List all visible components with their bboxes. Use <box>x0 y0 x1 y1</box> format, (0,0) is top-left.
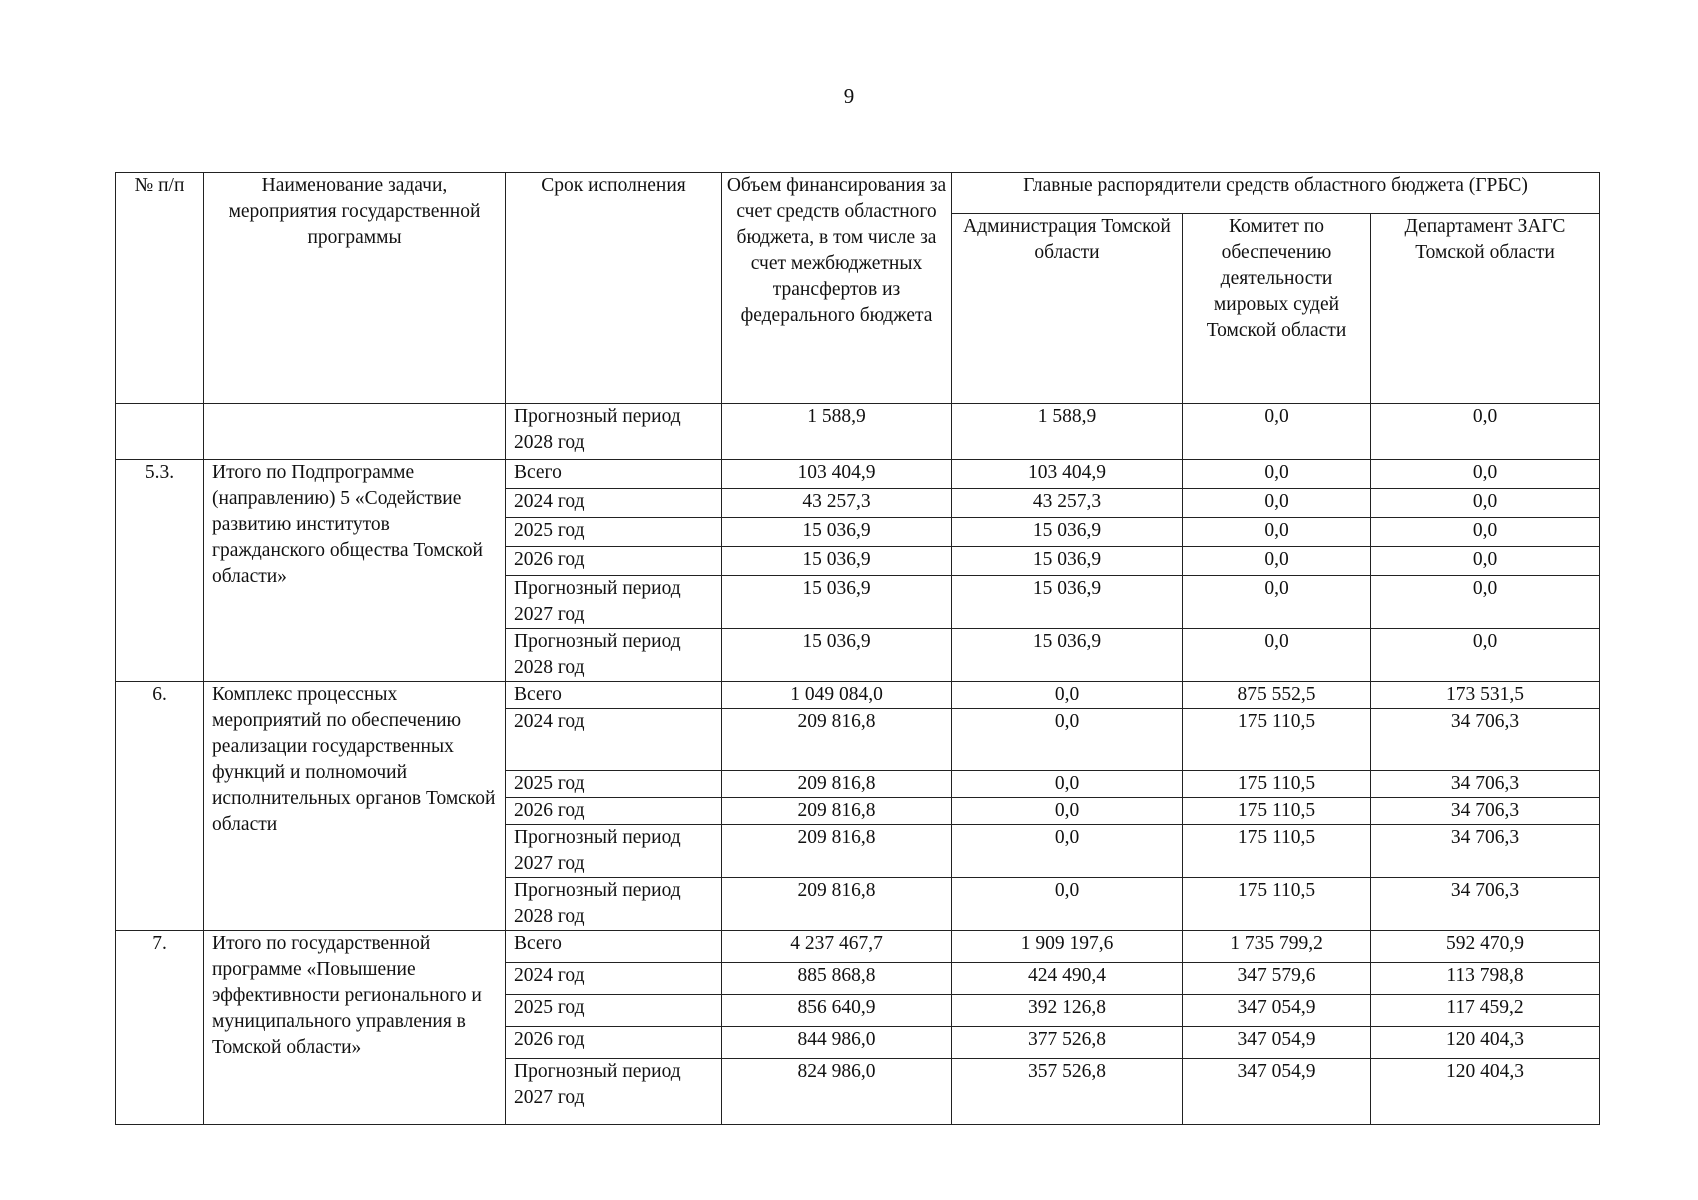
period-cell: 2025 год <box>506 771 722 798</box>
carry-admin: 1 588,9 <box>952 404 1183 460</box>
zags-cell: 34 706,3 <box>1371 709 1600 771</box>
header-deadline: Срок исполнения <box>506 173 722 404</box>
committee-cell: 1 735 799,2 <box>1183 931 1371 963</box>
period-cell: 2024 год <box>506 489 722 518</box>
committee-cell: 0,0 <box>1183 489 1371 518</box>
period-cell: Прогнозный период 2027 год <box>506 1059 722 1125</box>
carry-committee: 0,0 <box>1183 404 1371 460</box>
group-num: 5.3. <box>116 460 204 682</box>
header-admin: Администрация Томской области <box>952 214 1183 404</box>
admin-cell: 377 526,8 <box>952 1027 1183 1059</box>
zags-cell: 34 706,3 <box>1371 771 1600 798</box>
zags-cell: 117 459,2 <box>1371 995 1600 1027</box>
admin-cell: 392 126,8 <box>952 995 1183 1027</box>
admin-cell: 0,0 <box>952 709 1183 771</box>
zags-cell: 592 470,9 <box>1371 931 1600 963</box>
volume-cell: 209 816,8 <box>722 878 952 931</box>
group-name: Итого по Подпрограмме (направлению) 5 «Содействие развитию институтов гражданского общества Томской области» <box>204 460 506 682</box>
admin-cell: 0,0 <box>952 682 1183 709</box>
period-cell: Прогнозный период 2028 год <box>506 629 722 682</box>
committee-cell: 0,0 <box>1183 547 1371 576</box>
period-cell: 2025 год <box>506 995 722 1027</box>
committee-cell: 175 110,5 <box>1183 709 1371 771</box>
admin-cell: 0,0 <box>952 798 1183 825</box>
zags-cell: 120 404,3 <box>1371 1059 1600 1125</box>
period-cell: Прогнозный период 2027 год <box>506 825 722 878</box>
admin-cell: 15 036,9 <box>952 547 1183 576</box>
table-row <box>116 931 1600 963</box>
admin-cell: 15 036,9 <box>952 518 1183 547</box>
table-row <box>116 460 1600 489</box>
volume-cell: 15 036,9 <box>722 629 952 682</box>
group-num: 7. <box>116 931 204 1125</box>
carry-row <box>116 404 1600 460</box>
zags-cell: 34 706,3 <box>1371 878 1600 931</box>
period-cell: Прогнозный период 2028 год <box>506 878 722 931</box>
admin-cell: 15 036,9 <box>952 576 1183 629</box>
committee-cell: 0,0 <box>1183 629 1371 682</box>
header-zags: Департамент ЗАГС Томской области <box>1371 214 1600 404</box>
volume-cell: 4 237 467,7 <box>722 931 952 963</box>
header-row-1 <box>116 173 1600 214</box>
zags-cell: 0,0 <box>1371 547 1600 576</box>
page-number: 9 <box>843 84 855 108</box>
volume-cell: 15 036,9 <box>722 518 952 547</box>
carry-num-cell <box>116 404 204 460</box>
volume-cell: 1 049 084,0 <box>722 682 952 709</box>
header-num: № п/п <box>116 173 204 404</box>
group-name: Итого по государственной программе «Повышение эффективности регионального и муниципального управления в Томской области» <box>204 931 506 1125</box>
zags-cell: 34 706,3 <box>1371 825 1600 878</box>
zags-cell: 113 798,8 <box>1371 963 1600 995</box>
header-grbs: Главные распорядители средств областного бюджета (ГРБС) <box>952 173 1600 214</box>
zags-cell: 0,0 <box>1371 576 1600 629</box>
budget-table <box>115 172 1600 1125</box>
committee-cell: 0,0 <box>1183 576 1371 629</box>
zags-cell: 0,0 <box>1371 489 1600 518</box>
committee-cell: 175 110,5 <box>1183 878 1371 931</box>
header-volume: Объем финансирования за счет средств областного бюджета, в том числе за счет межбюджетных трансфертов из федерального бюджета <box>722 173 952 404</box>
admin-cell: 103 404,9 <box>952 460 1183 489</box>
group-name: Комплекс процессных мероприятий по обеспечению реализации государственных функций и полномочий исполнительных органов Томской области <box>204 682 506 931</box>
zags-cell: 0,0 <box>1371 518 1600 547</box>
group-num: 6. <box>116 682 204 931</box>
volume-cell: 209 816,8 <box>722 825 952 878</box>
admin-cell: 43 257,3 <box>952 489 1183 518</box>
admin-cell: 15 036,9 <box>952 629 1183 682</box>
zags-cell: 0,0 <box>1371 629 1600 682</box>
carry-period: Прогнозный период 2028 год <box>506 404 722 460</box>
period-cell: Всего <box>506 682 722 709</box>
zags-cell: 120 404,3 <box>1371 1027 1600 1059</box>
period-cell: 2024 год <box>506 709 722 771</box>
volume-cell: 885 868,8 <box>722 963 952 995</box>
committee-cell: 347 579,6 <box>1183 963 1371 995</box>
volume-cell: 856 640,9 <box>722 995 952 1027</box>
admin-cell: 1 909 197,6 <box>952 931 1183 963</box>
period-cell: 2025 год <box>506 518 722 547</box>
volume-cell: 103 404,9 <box>722 460 952 489</box>
carry-name-cell <box>204 404 506 460</box>
carry-zags: 0,0 <box>1371 404 1600 460</box>
volume-cell: 209 816,8 <box>722 771 952 798</box>
committee-cell: 347 054,9 <box>1183 995 1371 1027</box>
table-row <box>116 682 1600 709</box>
header-name: Наименование задачи, мероприятия государственной программы <box>204 173 506 404</box>
period-cell: 2026 год <box>506 798 722 825</box>
volume-cell: 844 986,0 <box>722 1027 952 1059</box>
header-committee: Комитет по обеспечению деятельности мировых судей Томской области <box>1183 214 1371 404</box>
admin-cell: 357 526,8 <box>952 1059 1183 1125</box>
volume-cell: 15 036,9 <box>722 576 952 629</box>
volume-cell: 15 036,9 <box>722 547 952 576</box>
committee-cell: 875 552,5 <box>1183 682 1371 709</box>
committee-cell: 347 054,9 <box>1183 1059 1371 1125</box>
period-cell: 2024 год <box>506 963 722 995</box>
volume-cell: 824 986,0 <box>722 1059 952 1125</box>
committee-cell: 347 054,9 <box>1183 1027 1371 1059</box>
committee-cell: 175 110,5 <box>1183 798 1371 825</box>
period-cell: 2026 год <box>506 1027 722 1059</box>
volume-cell: 209 816,8 <box>722 798 952 825</box>
committee-cell: 0,0 <box>1183 518 1371 547</box>
period-cell: Всего <box>506 931 722 963</box>
zags-cell: 34 706,3 <box>1371 798 1600 825</box>
admin-cell: 424 490,4 <box>952 963 1183 995</box>
volume-cell: 43 257,3 <box>722 489 952 518</box>
admin-cell: 0,0 <box>952 878 1183 931</box>
committee-cell: 175 110,5 <box>1183 771 1371 798</box>
committee-cell: 0,0 <box>1183 460 1371 489</box>
committee-cell: 175 110,5 <box>1183 825 1371 878</box>
period-cell: Прогнозный период 2027 год <box>506 576 722 629</box>
admin-cell: 0,0 <box>952 825 1183 878</box>
period-cell: 2026 год <box>506 547 722 576</box>
period-cell: Всего <box>506 460 722 489</box>
zags-cell: 173 531,5 <box>1371 682 1600 709</box>
zags-cell: 0,0 <box>1371 460 1600 489</box>
carry-volume: 1 588,9 <box>722 404 952 460</box>
admin-cell: 0,0 <box>952 771 1183 798</box>
volume-cell: 209 816,8 <box>722 709 952 771</box>
